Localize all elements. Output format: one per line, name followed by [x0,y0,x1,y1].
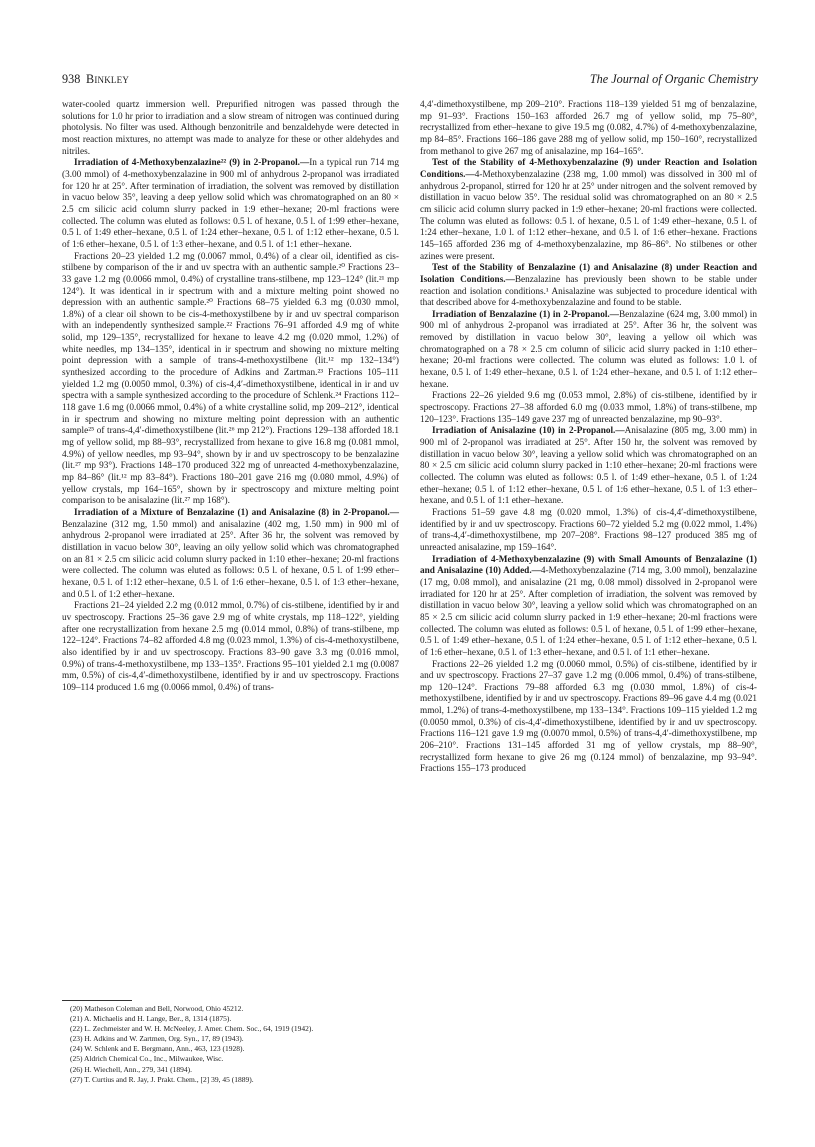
paragraph: 4,4′-dimethoxystilbene, mp 209–210°. Fractions 118–139 yielded 51 mg of benzalazine, mp 91–93°. Fractions 150–163 afforded 26.7 mg of yellow solid, mp 75–80°, recrystallized from ether–hexane to give 19.5 mg (0.082, 4.7%) of 4-methoxybenzalazine, mp 84–85°. Fractions 166–186 gave 288 mg of yellow solid, mp 150–160°, recrystallized from methanol to give 267 mg of anisalazine, mp 164–165°. [420,100,757,157]
left-column [62,100,399,1110]
journal-title: The Journal of Organic Chemistry [589,72,758,86]
paragraph: Fractions 21–24 yielded 2.2 mg (0.012 mmol, 0.7%) of cis-stilbene, identified by ir and uv spectroscopy. Fractions 25–36 gave 2.9 mg of white crystals, mp 118–122°, yielding after one recrystallization from hexane 2.5 mg (0.014 mmol, 0.8%) of trans-stilbene, mp 122–124°. Fractions 74–82 afforded 4.8 mg (0.023 mmol, 1.3%) of cis-4-methoxystilbene, also identified by ir and uv spectroscopy. Fractions 83–90 gave 3.3 mg (0.016 mmol, 0.9%) of trans-4-methoxystilbene, mp 133–135°. Fractions 95–101 yielded 2.1 mg (0.0087 mm, 0.5%) of cis-4,4′-dimethoxystilbene, identified by ir and uv spectroscopy. Fractions 109–114 produced 1.6 mg (0.0066 mmol, 0.4%) of trans- [62,601,399,693]
footnote: (21) A. Michaelis and H. Lange, Ber., 8, 1314 (1875). [70,1014,232,1024]
paragraph: Irradiation of Benzalazine (1) in 2-Propanol.—Benzalazine (624 mg, 3.00 mmol) in 900 ml of anhydrous 2-propanol was irradiated at 25°. After 36 hr, the solvent was removed by distillation in vacuo below 30°, leaving a yellow oil which was chromatographed on a 78 × 2.5 cm column of silicic acid slurry packed in 1:10 ether–hexane; 20-ml fractions were collected. The column was eluted as follows: 1.0 l. of hexane, 0.5 l. of 1:49 ether–hexane, 0.5 l. of 1:24 ether–hexane, and 0.5 l. of 1:12 ether–hexane. [420,309,757,390]
footnote-divider [62,1000,132,1001]
section-heading: Irradiation of a Mixture of Benzalazine (1) and Anisalazine (8) in 2-Propanol.— [74,507,399,518]
paragraph: Irradiation of 4-Methoxybenzalazine²² (9) in 2-Propanol.—In a typical run 714 mg (3.00 mmol) of 4-methoxybenzalazine in 900 ml of anhydrous 2-propanol was irradiated for 120 hr at 25°. After termination of irradiation, the solvent was removed by distillation in vacuo below 35°, leaving a deep yellow solid which was chromatographed on an 80 × 2.5 cm silicic acid column slurry packed in 1:9 ether–hexane; 20-ml fractions were collected. The column was eluted as follows: 0.5 l. of hexane, 0.5 l. of 1:99 ether–hexane, 0.5 l. of 1:49 ether–hexane, 0.5 l. of 1:24 ether–hexane, 0.5 l. of 1:12 ether–hexane, 0.5 l. of 1:6 ether–hexane, 0.5 l. of 1:3 ether–hexane, and 0.5 l. of 1:1 ether–hexane. [62,158,399,250]
paragraph: Fractions 20–23 yielded 1.2 mg (0.0067 mmol, 0.4%) of a clear oil, identified as cis-stilbene by comparison of the ir and uv spectra with an authentic sample.²⁰ Fractions 23–33 gave 1.2 mg (0.0066 mmol, 0.4%) of crystalline trans-stilbene, mp 123–124° (lit.²¹ mp 124°). It was identical in ir spectrum with and a mixture melting point showed no depression with an authentic sample.²⁰ Fractions 68–75 yielded 6.3 mg (0.030 mmol, 1.8%) of a clear oil shown to be cis-4-methoxystilbene by ir and uv spectral comparison with an independently synthesized sample.²² Fractions 76–91 afforded 4.9 mg of white solid, mp 129–135°, recrystallized for hexane to leave 4.2 mg (0.020 mmol, 1.2%) of white needles, mp 134–135°, identical in ir spectrum and showing no mixture melting point depression with a sample of trans-4-methoxystilbene (lit.¹² mp 132–134°) synthesized according to the procedure of Adkins and Zartman.²³ Fractions 105–111 yielded 1.2 mg (0.0050 mmol, 0.3%) of cis-4,4′-dimethoxystilbene, identical in ir and uv spectra with a sample synthesized according to the procedure of Schlenk.²⁴ Fractions 112–118 gave 1.6 mg (0.0066 mmol, 0.4%) of a white crystalline solid, mp 209–212°, identical in ir spectrum and showing no mixture melting point depression with an authentic sample²⁵ of trans-4,4′-dimethoxystilbene (lit.²⁶ mp 212°). Fractions 129–138 afforded 18.1 mg of yellow solid, mp 88–93°, recrystallized from hexane to give 16.8 mg (0.081 mmol, 4.9%) of yellow needles, mp 93–94°, shown by ir and uv spectroscopy to be benzalazine (lit.²⁷ mp 93°). Fractions 148–170 produced 322 mg of unreacted 4-methoxybenzalazine, mp 84–86° (lit.¹² mp 83–84°). Fractions 180–201 gave 216 mg (0.080 mmol, 4.9%) of yellow crystals, mp 164–165°, shown by ir spectroscopy and mixture melting point comparison to be anisalazine (lit.²⁷ mp 168°). [62,251,399,507]
paragraph: Fractions 22–26 yielded 9.6 mg (0.053 mmol, 2.8%) of cis-stilbene, identified by ir spectroscopy. Fractions 27–38 afforded 6.0 mg (0.033 mmol, 1.8%) of trans-stilbene, mp 120–123°. Fractions 135–149 gave 237 mg of unreacted benzalazine, mp 90–93°. [420,391,757,425]
paragraph: Test of the Stability of Benzalazine (1) and Anisalazine (8) under Reaction and Isolation Conditions.—Benzalazine has previously been shown to be stable under reaction and isolation conditions.¹ Anisalazine was subjected to procedure identical with that described above for 4-methoxybenzalazine and found to be stable. [420,263,757,309]
section-heading: Irradiation of Anisalazine (10) in 2-Propanol.— [432,426,625,437]
paragraph: Irradiation of a Mixture of Benzalazine (1) and Anisalazine (8) in 2-Propanol.—Benzalazine (312 mg, 1.50 mmol) and anisalazine (402 mg, 1.50 mm) in 900 ml of anhydrous 2-propanol were irradiated at 25°. After 36 hr, the solvent was removed by distillation in vacuo below 30°, leaving an oily yellow solid which was chromatographed on an 81 × 2.5 cm silicic acid column slurry packed in 1:10 ether–hexane; 20-ml fractions were collected. The column was eluted as follows: 0.5 l. of hexane, 0.5 l. of 1:99 ether–hexane, 0.5 l. of 1:12 ether–hexane, 0.5 l. of 1:6 ether–hexane, 0.5 l. of 1:3 ether–hexane, and 0.5 l. of 1:2 ether–hexane. [62,507,399,600]
footnotes [62,1004,399,1085]
section-heading: Irradiation of 4-Methoxybenzalazine (9) with Small Amounts of Benzalazine (1) and Anisalazine (10) Added.— [420,554,757,577]
footnote: (20) Matheson Coleman and Bell, Norwood, Ohio 45212. [70,1004,244,1013]
footnote: (27) T. Curtius and R. Jay, J. Prakt. Chem., [2] 39, 45 (1889). [70,1074,254,1084]
page-number: 938 [62,72,81,86]
footnote: (23) H. Adkins and W. Zartmen, Org. Syn., 17, 89 (1943). [70,1034,244,1044]
footnote: (26) H. Wiechell, Ann., 279, 341 (1894). [70,1064,193,1074]
paragraph: Fractions 51–59 gave 4.8 mg (0.020 mmol, 1.3%) of cis-4,4′-dimethoxystilbene, identified by ir and uv spectroscopy. Fractions 60–72 yielded 5.2 mg (0.022 mmol, 1.4%) of trans-4,4′-dimethoxystilbene, mp 207–208°. Fractions 98–127 produced 385 mg of unreacted anisalazine, mp 159–164°. [420,507,757,553]
right-column [420,100,757,1110]
footnote: (24) W. Schlenk and E. Bergmann, Ann., 463, 123 (1928). [70,1044,245,1054]
section-heading: Irradiation of 4-Methoxybenzalazine²² (9) in 2-Propanol.— [74,158,310,169]
paragraph: Irradiation of 4-Methoxybenzalazine (9) with Small Amounts of Benzalazine (1) and Anisalazine (10) Added.—4-Methoxybenzalazine (714 mg, 3.00 mmol), benzalazine (17 mg, 0.08 mmol), and anisalazine (21 mg, 0.08 mmol) dissolved in 2-propanol were irradiated for 120 hr at 25°. After completion of irradiation, the solvent was removed by distillation in vacuo below 30°, leaving a yellow solid which was chromatographed on an 85 × 2.5 cm silicic acid column slurry packed in 1:9 ether–hexane; 20-ml fractions were collected. The column was eluted as follows: 0.5 l. of hexane, 0.5 l. of 1:99 ether–hexane, 0.5 l. of 1:49 ether–hexane, 0.5 l. of 1:24 ether–hexane, 0.5 l. of 1:12 ether–hexane, 0.5 l. of 1:6 ether–hexane, 0.5 l. of 1:3 ether–hexane, and 0.5 l. of 1:1 ether–hexane. [420,554,758,658]
paragraph: water-cooled quartz immersion well. Prepurified nitrogen was passed through the solutions for 1.0 hr prior to irradiation and a slow stream of nitrogen was continued during photolysis. No filter was used. Although benzonitrile and benzaldehyde were detected in most reaction mixtures, no attempt was made to analyze for these or other aldehydes and nitriles. [62,100,399,157]
paragraph: Irradiation of Anisalazine (10) in 2-Propanol.—Anisalazine (805 mg, 3.00 mm) in 900 ml of 2-propanol was irradiated at 25°. After 150 hr, the solvent was removed by distillation in vacuo below 30°, leaving a yellow solid which was chromatographed on an 80 × 2.5 cm silicic acid column slurry packed in 1:10 ether–hexane; 20-ml fractions were collected. The column was eluted as follows: 0.5 l. of 1:49 ether–hexane, 0.5 l. of 1:24 ether–hexane; 0.5 l. of 1:12 ether–hexane, 0.5 l. of 1:6 ether–hexane, 0.5 l. of 1:3 ether–hexane, and 0.5 l. of 1:1 ether–hexane. [420,426,757,507]
paragraph: Test of the Stability of 4-Methoxybenzalazine (9) under Reaction and Isolation Conditions.—4-Methoxybenzalazine (238 mg, 1.00 mmol) was dissolved in 300 ml of anhydrous 2-propanol, stirred for 120 hr at 25° under nitrogen and the solvent removed by distillation in vacuo below 35°. The residual solid was chromatographed on an 80 × 2.5 cm silicic acid column slurry packed in 1:9 ether–hexane; 20-ml fractions were collected. The column was eluted as follows: 0.5 l. of hexane, 0.5 l. of 1:49 ether–hexane, 0.5 l. of 1:24 ether–hexane, 1.0 l. of 1:12 ether–hexane, and 0.5 l. of 1:6 ether–hexane. Fractions 145–165 afforded 236 mg of 4-methoxybenzalazine, mp 86–86°. No stilbenes or other azines were present. [420,158,757,262]
section-heading: Irradiation of Benzalazine (1) in 2-Propanol.— [432,309,619,320]
section-heading: Test of the Stability of 4-Methoxybenzalazine (9) under Reaction and Isolation Conditions.— [420,158,757,180]
section-heading: Test of the Stability of Benzalazine (1) and Anisalazine (8) under Reaction and Isolation Conditions.— [420,263,757,285]
author-name: Binkley [86,72,130,86]
footnote: (25) Aldrich Chemical Co., Inc., Milwaukee, Wisc. [70,1054,224,1064]
running-header [62,71,758,87]
footnote: (22) L. Zechmeister and W. H. McNeeley, J. Amer. Chem. Soc., 64, 1919 (1942). [70,1024,314,1034]
paragraph: Fractions 22–26 yielded 1.2 mg (0.0060 mmol, 0.5%) of cis-stilbene, identified by ir and uv spectroscopy. Fractions 27–37 gave 1.2 mg (0.006 mmol, 0.4%) of trans-stilbene, mp 120–124°. Fractions 79–88 afforded 6.3 mg (0.030 mmol, 1.8%) of cis-4-methoxystilbene, identified by ir and uv spectroscopy. Fractions 89–96 gave 4.4 mg (0.021 mmol, 1.2%) of trans-4-methoxystilbene, mp 133–134°. Fractions 109–115 yielded 1.2 mg (0.0050 mmol, 0.3%) of cis-4,4′-dimethoxystilbene, identified by ir and uv spectroscopy. Fractions 116–121 gave 1.9 mg (0.0070 mmol, 0.5%) of trans-4,4′-dimethoxystilbene, mp 206–210°. Fractions 131–145 afforded 31 mg of yellow crystals, mp 88–90°, recrystallized form hexane to give 26 mg (0.124 mmol) of benzalazine, mp 93–94°. Fractions 155–173 produced [420,659,757,775]
